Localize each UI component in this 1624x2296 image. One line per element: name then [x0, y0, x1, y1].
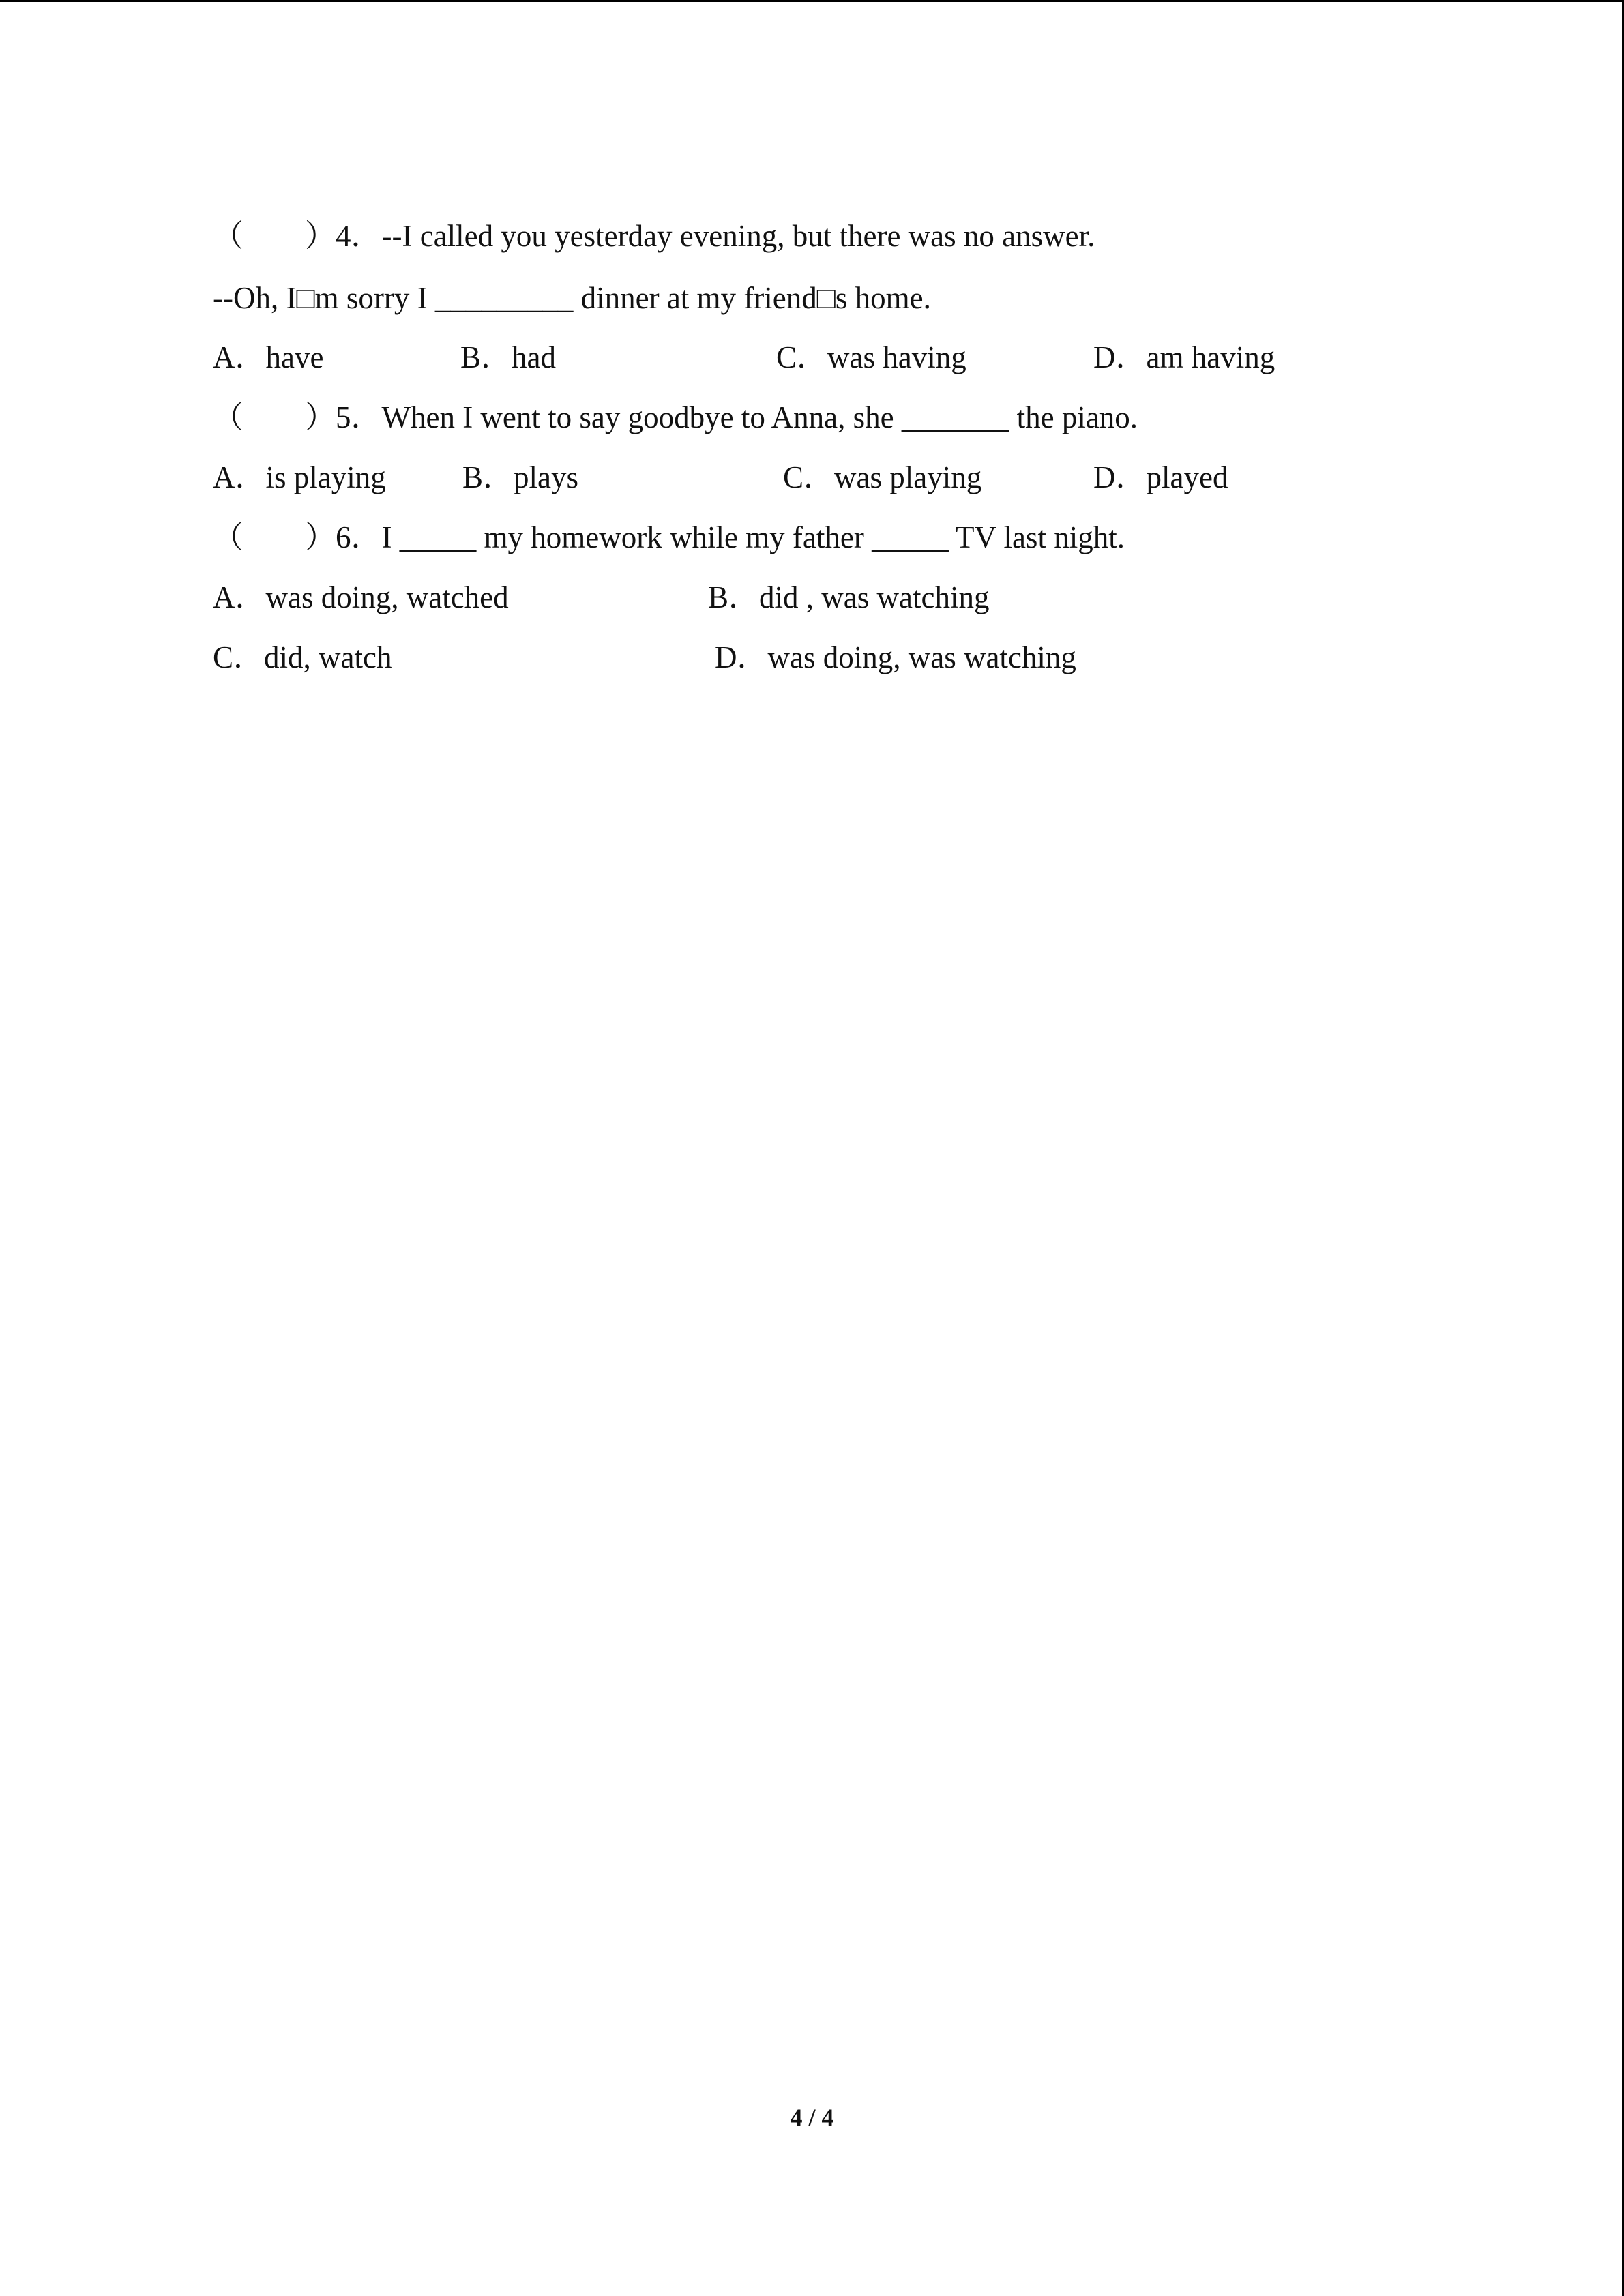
question-4-stem-response: --Oh, I□m sorry I _________ dinner at my friend□s home. — [213, 281, 931, 315]
question-5-stem: （ ）5．When I went to say goodbye to Anna, she _______ the piano. — [213, 400, 1138, 434]
question-5-option-a: A．is playing — [213, 460, 386, 494]
question-4-option-b: B．had — [460, 340, 556, 374]
question-6-options-row-1 — [213, 577, 1372, 618]
question-5-option-c: C．was playing — [783, 460, 982, 494]
question-4-option-a: A．have — [213, 340, 324, 374]
question-4-stem: （ ）4．--I called you yesterday evening, but there was no answer. — [213, 219, 1095, 253]
question-5-option-b: B．plays — [462, 460, 579, 494]
question-6-options-row-2 — [213, 637, 1372, 678]
question-4-option-c: C．was having — [776, 340, 966, 374]
question-6-option-c: C．did, watch — [213, 640, 392, 674]
question-5-options — [213, 457, 1372, 498]
question-6-stem: （ ）6．I _____ my homework while my father _____ TV last night. — [213, 520, 1125, 554]
page-number: 4 / 4 — [790, 2104, 834, 2131]
question-4-options — [213, 337, 1372, 378]
question-4-option-d: D．am having — [1093, 340, 1275, 374]
question-6-option-d: D．was doing, was watching — [715, 640, 1076, 674]
question-5-option-d: D．played — [1093, 460, 1228, 494]
question-6-option-a: A．was doing, watched — [213, 580, 509, 614]
page-border-top — [0, 0, 1624, 2]
question-6-option-b: B．did , was watching — [708, 580, 990, 614]
